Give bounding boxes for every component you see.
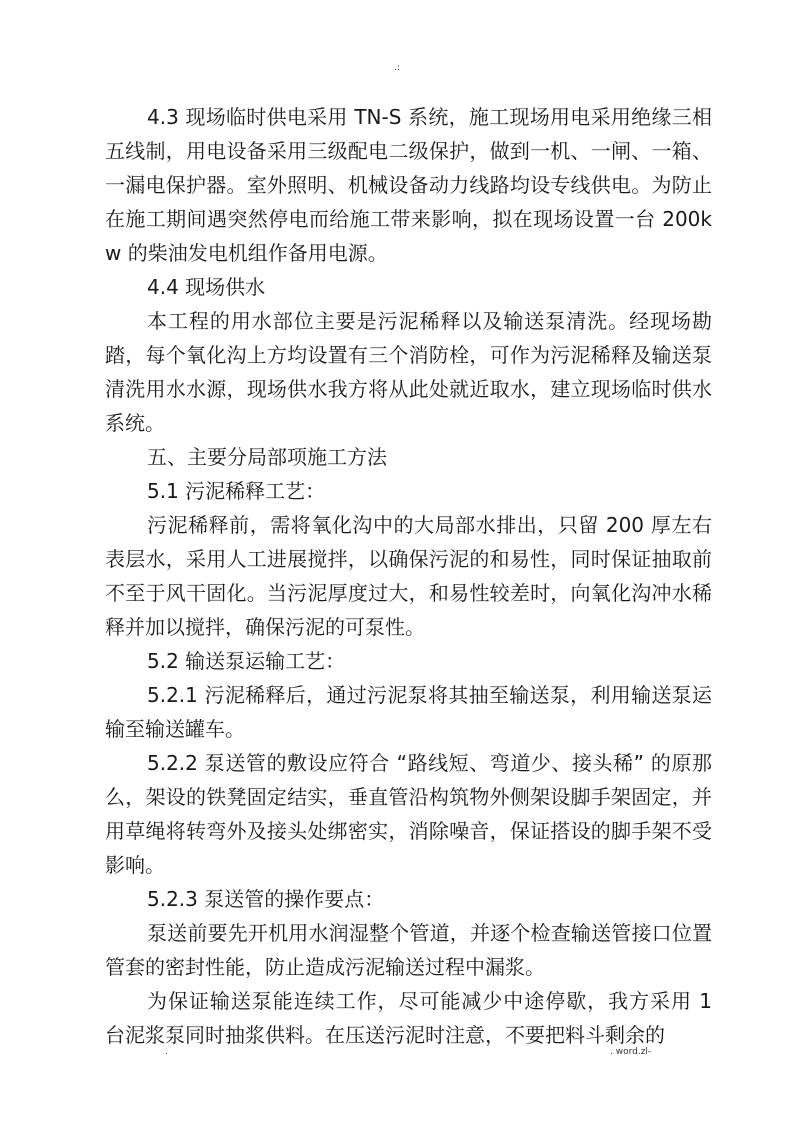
heading-5-1-sludge-dilution: 5.1 污泥稀释工艺： [147, 479, 326, 503]
paragraph-water-supply: 本工程的用水部位主要是污泥稀释以及输送泵清洗。经现场勘踏，每个氧化沟上方均设置有三个消防栓，可作为污泥稀释及输送泵清洗用水水源，现场供水我方将从此处就近取水，建立现场临时供水系统。 [105, 309, 712, 435]
heading-5-2-3: 5.2.3 泵送管的操作要点： [147, 887, 385, 911]
paragraph-sludge-dilution: 污泥稀释前，需将氧化沟中的大局部水排出，只留 200 厚左右表层水，采用人工进展搅拌，以确保污泥的和易性，同时保证抽取前不至于风干固化。当污泥厚度过大，和易性较差时，向氧化沟冲水稀释并加以搅拌，确保污泥的可泵性。 [105, 513, 712, 639]
heading-5-2-pump-transport: 5.2 输送泵运输工艺： [147, 649, 346, 673]
heading-4-4-water-supply: 4.4 现场供水 [147, 275, 266, 299]
paragraph-continuous-pumping: 为保证输送泵能连续工作，尽可能减少中途停歇，我方采用 1 台泥浆泵同时抽浆供料。在压送污泥时注意，不要把料斗剩余的 [105, 989, 712, 1047]
paragraph-pre-pumping: 泵送前要先开机用水润湿整个管道，并逐个检查输送管接口位置管套的密封性能，防止造成污泥输送过程中漏浆。 [105, 921, 712, 979]
paragraph-5-2-2: 5.2.2 泵送管的敷设应符合 “路线短、弯道少、接头稀” 的原那么，架设的铁凳固定结实，垂直管沿构筑物外侧架设脚手架固定，并用草绳将转弯外及接头处绑密实，消除噪音，保证搭设的脚手架不受影响。 [105, 751, 712, 877]
paragraph-5-2-1: 5.2.1 污泥稀释后，通过污泥泵将其抽至输送泵，利用输送泵运输至输送罐车。 [105, 683, 712, 741]
page-footer-right: . word.zl- [610, 1047, 652, 1057]
page-header-mark: .: [394, 63, 400, 73]
heading-section-5: 五、主要分局部项施工方法 [147, 445, 387, 469]
document-body [105, 100, 712, 1052]
paragraph-4-3-power-supply: 4.3 现场临时供电采用 TN-S 系统，施工现场用电采用绝缘三相五线制，用电设备采用三级配电二级保护，做到一机、一闸、一箱、一漏电保护器。室外照明、机械设备动力线路均设专线供电。为防止在施工期间遇突然停电而给施工带来影响，拟在现场设置一台 200kw 的柴油发电机组作备用电源。 [105, 105, 712, 265]
page-footer-left: . [165, 1047, 168, 1057]
